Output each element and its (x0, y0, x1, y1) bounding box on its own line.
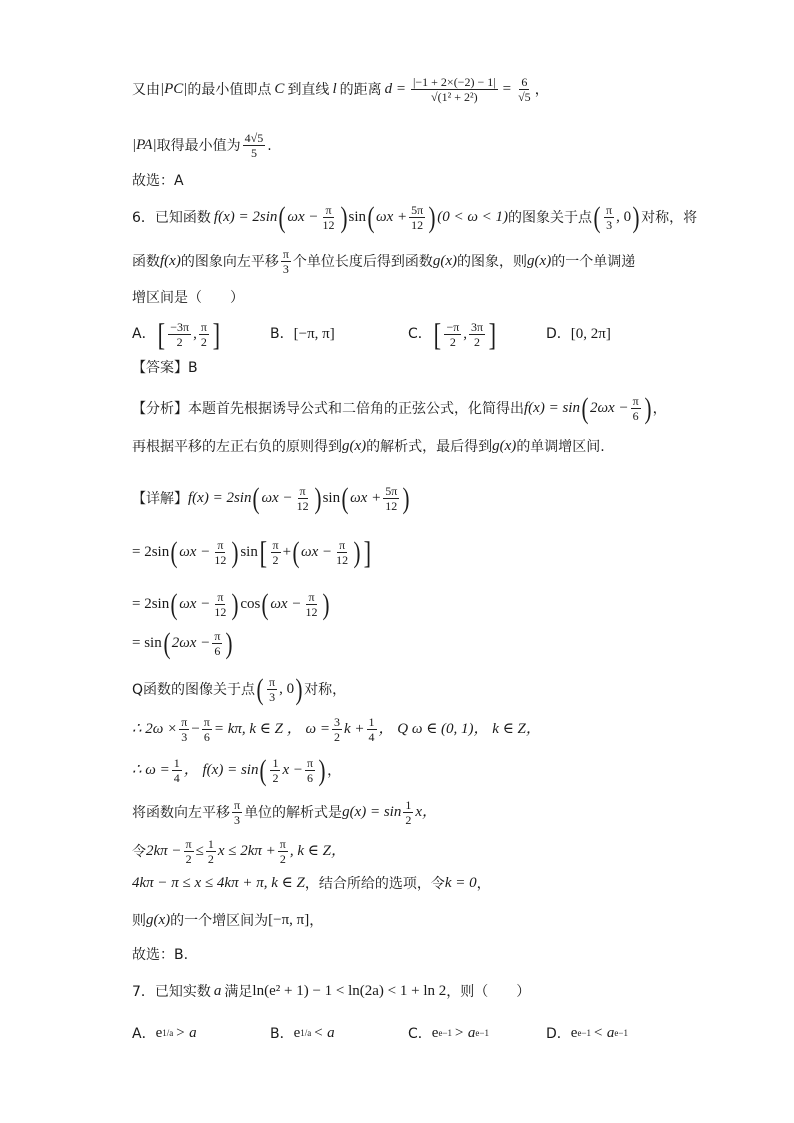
fraction-numerator: π (632, 394, 639, 408)
paren: ( (261, 588, 269, 621)
bracket: ] (363, 534, 372, 570)
math: ωx − (261, 490, 293, 506)
fraction-numerator: π (279, 837, 286, 851)
fraction (206, 838, 216, 865)
math-exponent: e−1 (438, 1028, 453, 1038)
analysis-line-2 (132, 439, 654, 454)
math-c: C (274, 81, 285, 97)
bracket: [ (433, 316, 441, 352)
math: x − (282, 762, 303, 778)
q6-line-2 (132, 248, 654, 275)
option-label: C． (408, 326, 432, 343)
math: , k ∈ Z， (289, 843, 346, 859)
math: e (431, 1025, 439, 1041)
distance-fraction (411, 76, 498, 103)
fraction (212, 630, 222, 657)
fraction-numerator: π (214, 629, 221, 643)
fraction-denominator: 12 (411, 218, 424, 232)
fraction (367, 716, 377, 743)
math: g(x) (492, 438, 517, 454)
detail-line-4 (132, 627, 654, 660)
text: 对称，将 (641, 209, 698, 226)
math: = 2sin (132, 596, 170, 612)
math: f(x) = 2sin (213, 209, 278, 225)
fraction-denominator: 2 (405, 813, 412, 827)
fraction-numerator: 3 (333, 715, 340, 729)
option-a (132, 316, 270, 352)
distance-line (132, 76, 654, 103)
fraction-denominator: 12 (322, 218, 335, 232)
text: . (267, 137, 272, 154)
fraction (172, 757, 182, 784)
fraction-numerator: 1 (173, 756, 180, 770)
q6-line-3 (132, 291, 654, 305)
bracket: [ (259, 534, 267, 570)
fraction-numerator: π (325, 203, 332, 217)
math-l: l (332, 81, 337, 97)
math: x， (415, 804, 438, 820)
paren: ) (322, 588, 330, 621)
math: [−π, π] (268, 912, 310, 928)
paren: ( (170, 588, 178, 621)
q6-options (132, 316, 654, 352)
fraction-denominator: 2 (200, 334, 207, 349)
math-pa: |PA| (132, 137, 157, 153)
math: g(x) (432, 253, 458, 269)
detail-line-8 (132, 799, 654, 826)
fraction (305, 757, 315, 784)
paren: ) (295, 673, 303, 706)
text: 令 (132, 843, 146, 860)
math: = kπ, k ∈ Z ， ω = (213, 721, 330, 737)
text: 7．已知实数 (132, 983, 211, 1000)
text: 则 (132, 912, 146, 929)
math: g(x) (146, 912, 171, 928)
detail-line-9 (132, 838, 654, 865)
detail-line-11 (132, 913, 654, 928)
fraction (168, 321, 191, 348)
fraction (267, 676, 277, 703)
math: , 0 (279, 681, 295, 697)
q7-options (132, 1026, 654, 1041)
math: ， f(x) = sin (183, 762, 259, 778)
fraction-numerator: 6 (521, 75, 528, 89)
q6-line-1 (132, 201, 698, 234)
fraction-denominator: 2 (272, 552, 279, 567)
fraction (278, 838, 288, 865)
paren: ) (231, 535, 239, 569)
text: 取得最小值为 (156, 137, 241, 154)
math: − (191, 721, 200, 737)
option-label: C． (408, 1025, 432, 1042)
fraction (444, 321, 461, 348)
text: Q函数的图像关于点 (132, 681, 256, 698)
fraction-numerator: 1 (368, 715, 375, 729)
text: 单位的解析式是 (244, 804, 343, 821)
math: ln(e² + 1) − 1 < ln(2a) < 1 + ln 2 (252, 983, 447, 999)
q7-line-1 (132, 984, 654, 999)
fraction-denominator: 12 (336, 552, 349, 567)
fraction-numerator: π (282, 247, 289, 261)
math-exponent: e−1 (614, 1028, 628, 1038)
detail-line-3 (132, 588, 654, 621)
fraction-numerator: π (203, 715, 210, 729)
math: ωx − (301, 543, 333, 560)
math: e (293, 1025, 301, 1041)
fraction-denominator: 3 (282, 262, 289, 276)
math: ∴ ω = (132, 762, 170, 778)
text: 将函数向左平移 (132, 804, 230, 821)
fraction (604, 204, 614, 231)
fraction-denominator: 12 (385, 499, 398, 513)
math: e (155, 1025, 163, 1041)
fraction (199, 321, 209, 348)
paren: ) (402, 482, 410, 515)
analysis-line-1 (132, 392, 667, 425)
fraction (179, 716, 189, 743)
math: > a (175, 1025, 197, 1041)
fraction-denominator: 5 (250, 146, 257, 160)
fraction-denominator: 2 (279, 852, 286, 866)
choice-a-line (132, 174, 654, 188)
math: ωx − (287, 209, 319, 225)
math: < a (593, 1025, 615, 1041)
paren: ) (644, 392, 652, 425)
text: 故选：B. (132, 947, 189, 963)
paren: ) (428, 201, 436, 234)
math: cos (240, 596, 261, 612)
fraction-denominator: 4 (368, 730, 375, 744)
paren: ) (340, 201, 347, 234)
fraction-denominator: 2 (207, 852, 214, 866)
option-label: B． (270, 1025, 294, 1042)
paren: ) (632, 201, 640, 234)
fraction-numerator: π (308, 590, 315, 604)
text: ， (476, 875, 491, 892)
equals: = (502, 81, 512, 97)
math-exponent: e−1 (475, 1028, 489, 1038)
fraction-denominator: 2 (474, 334, 481, 349)
bracket: ] (212, 316, 220, 352)
paren: ( (341, 482, 349, 515)
answer: 【答案】B (132, 360, 198, 376)
fraction-denominator: 12 (214, 605, 227, 619)
bracket: ] (488, 316, 497, 352)
option-label: A． (132, 326, 156, 343)
text: ， (327, 762, 342, 779)
detail-line-12 (132, 948, 654, 962)
fraction-denominator: 3 (234, 813, 241, 827)
fraction-denominator: 2 (272, 771, 279, 785)
paren: ) (353, 535, 361, 569)
fraction-denominator: 3 (269, 690, 276, 704)
paren: ) (225, 627, 233, 660)
math: f(x) (160, 253, 181, 269)
math: sin (348, 209, 367, 225)
math: f(x) = sin (524, 400, 580, 416)
math: ωx − (270, 596, 302, 612)
option-c (408, 1026, 546, 1041)
text: 的解析式，最后得到 (366, 438, 493, 455)
fraction-denominator: 4 (173, 771, 180, 785)
fraction-denominator: 2 (176, 334, 183, 349)
min-value-line (132, 132, 654, 159)
fraction (295, 485, 311, 512)
text: 的一个增区间为 (170, 912, 269, 929)
fraction (212, 539, 228, 566)
fraction-numerator: −3π (170, 319, 190, 334)
text: ，则（ ） (446, 983, 531, 1000)
text: 故选：A (132, 173, 184, 189)
paren: ( (292, 535, 300, 569)
fraction-denominator: 12 (305, 605, 318, 619)
fraction (469, 321, 485, 348)
fraction-numerator: π (299, 484, 306, 498)
math: ωx + (376, 209, 408, 225)
fraction (303, 591, 319, 618)
fraction (403, 799, 413, 826)
detail-line-7 (132, 754, 654, 787)
math: , 0 (616, 209, 632, 225)
math-pc: |PC| (160, 81, 188, 97)
result-fraction (516, 76, 533, 103)
fraction-numerator: π (269, 675, 276, 689)
math: e (570, 1025, 578, 1041)
fraction (281, 248, 291, 275)
fraction-numerator: π (181, 715, 188, 729)
fraction-numerator: π (307, 756, 314, 770)
math: = sin (132, 635, 162, 651)
text: 又由 (132, 81, 160, 98)
math: a (213, 983, 222, 999)
math: g(x) = sin (342, 804, 402, 820)
fraction-numerator: π (606, 203, 613, 217)
math-exponent: 1/a (162, 1028, 174, 1038)
math: ωx − (179, 596, 211, 612)
option-b (270, 327, 408, 342)
fraction-numerator: π (339, 537, 346, 552)
text: ， (309, 912, 324, 929)
fraction-numerator: π (185, 837, 192, 851)
fraction-denominator: 2 (449, 334, 456, 349)
math-d: d = (384, 81, 406, 97)
fraction-numerator: π (234, 798, 241, 812)
fraction-denominator: 6 (203, 730, 210, 744)
fraction-denominator: 3 (606, 218, 613, 232)
fraction-numerator: 1 (405, 798, 412, 812)
detail-line-10 (132, 876, 654, 891)
fraction (409, 204, 425, 231)
option-label: D． (546, 1025, 571, 1042)
analysis-tag: 【分析】 (132, 400, 188, 417)
option-d (546, 1026, 628, 1041)
fraction-numerator: π (272, 537, 279, 552)
text: 的距离 (339, 81, 382, 98)
text: 个单位长度后得到函数 (292, 253, 433, 270)
text: 再根据平移的左正右负的原则得到 (132, 438, 342, 455)
fraction (321, 204, 337, 231)
text: 的一个单调递 (551, 253, 636, 270)
math: > a (454, 1025, 476, 1041)
fraction-numerator: 1 (207, 837, 214, 851)
paren: ( (593, 201, 601, 234)
fraction-numerator: 1 (272, 756, 279, 770)
text: 6．已知函数 (132, 209, 211, 226)
fraction-numerator: 5π (411, 203, 424, 217)
fraction-denominator: 6 (307, 771, 314, 785)
text: 的图象关于点 (508, 209, 593, 226)
option-c (408, 316, 546, 352)
text: 的图象，则 (457, 253, 528, 270)
fraction-numerator: −π (446, 319, 460, 334)
fraction-numerator: π (217, 590, 224, 604)
fraction (334, 539, 350, 566)
detail-line-1 (132, 482, 654, 515)
text: 的图象向左平移 (180, 253, 279, 270)
text: 函数 (132, 253, 160, 270)
paren: ( (252, 482, 260, 515)
option-label: B． (270, 326, 294, 343)
fraction (184, 838, 194, 865)
text: 满足 (224, 983, 253, 1000)
option-value: [−π, π] (293, 325, 335, 342)
paren: ( (256, 673, 264, 706)
math: k + (343, 721, 365, 737)
math: = 2sin (132, 543, 170, 560)
fraction-numerator: |−1 + 2×(−2) − 1| (412, 75, 496, 89)
paren: ( (163, 627, 171, 660)
text: 的单调增区间. (516, 438, 605, 455)
math: 4kπ − π ≤ x ≤ 4kπ + π, k ∈ Z (132, 875, 305, 891)
math: k = 0 (444, 875, 477, 891)
fraction (271, 539, 281, 566)
fraction-numerator: 5π (385, 484, 398, 498)
math: 2ωx − (171, 635, 211, 651)
paren: ) (314, 482, 322, 515)
option-value: [0, 2π] (570, 325, 611, 342)
math: + (282, 543, 292, 560)
paren: ) (318, 754, 326, 787)
fraction-numerator: 3π (471, 319, 484, 334)
option-a (132, 1026, 270, 1041)
paren: ) (231, 588, 239, 621)
math: (0 < ω < 1) (437, 209, 509, 225)
fraction (383, 485, 399, 512)
fraction-denominator: 2 (333, 730, 340, 744)
option-label: D． (546, 326, 571, 343)
fraction-denominator: √5 (518, 90, 531, 104)
math: ， Q ω ∈ (0, 1)， k ∈ Z， (378, 721, 541, 737)
detail-tag: 【详解】 (132, 490, 188, 507)
min-fraction (243, 132, 266, 159)
math: < a (313, 1025, 335, 1041)
paren: ( (170, 535, 178, 569)
fraction-denominator: 12 (296, 499, 309, 513)
text: ， (534, 81, 549, 98)
text: 增区间是（ ） (132, 290, 244, 306)
detail-line-2 (132, 534, 654, 570)
fraction-numerator: 4√5 (244, 131, 264, 145)
text: 的最小值即点 (187, 81, 272, 98)
fraction-denominator: 2 (185, 852, 192, 866)
math: ωx − (179, 543, 211, 560)
fraction-denominator: √(1² + 2²) (431, 90, 478, 104)
paren: ( (581, 392, 589, 425)
answer-line (132, 361, 654, 375)
option-label: A． (132, 1025, 156, 1042)
text: 到直线 (287, 81, 330, 98)
math: ωx + (350, 490, 382, 506)
math: 2kπ − (146, 843, 182, 859)
bracket: [ (157, 316, 165, 352)
math-exponent: 1/a (300, 1028, 312, 1038)
option-d (546, 327, 611, 342)
fraction (212, 591, 228, 618)
math: f(x) = 2sin (188, 490, 252, 506)
fraction (332, 716, 342, 743)
paren: ( (278, 201, 286, 234)
text: 对称， (304, 681, 347, 698)
paren: ( (367, 201, 375, 234)
detail-line-5 (132, 673, 654, 706)
math: sin (240, 543, 258, 560)
comma: , (193, 325, 197, 342)
fraction (631, 395, 641, 422)
comma: , (463, 325, 468, 342)
fraction-denominator: 3 (181, 730, 188, 744)
fraction-numerator: π (217, 537, 224, 552)
text: 本题首先根据诱导公式和二倍角的正弦公式，化简得出 (188, 400, 524, 417)
fraction-numerator: π (200, 319, 207, 334)
fraction (202, 716, 212, 743)
option-b (270, 1026, 408, 1041)
math: ≤ (195, 843, 204, 859)
fraction-denominator: 12 (214, 552, 227, 567)
fraction-denominator: 6 (632, 409, 639, 423)
math: ∴ 2ω × (132, 721, 178, 737)
math-exponent: e−1 (577, 1028, 592, 1038)
math: g(x) (342, 438, 367, 454)
detail-line-6 (132, 716, 654, 743)
text: ，结合所给的选项，令 (304, 875, 445, 892)
paren: ( (259, 754, 267, 787)
fraction (270, 757, 280, 784)
fraction-denominator: 6 (214, 644, 221, 658)
fraction (232, 799, 242, 826)
text: ， (652, 400, 667, 417)
math: 2ωx − (589, 400, 629, 416)
math: g(x) (527, 253, 552, 269)
math: sin (322, 490, 341, 506)
math: x ≤ 2kπ + (217, 843, 276, 859)
